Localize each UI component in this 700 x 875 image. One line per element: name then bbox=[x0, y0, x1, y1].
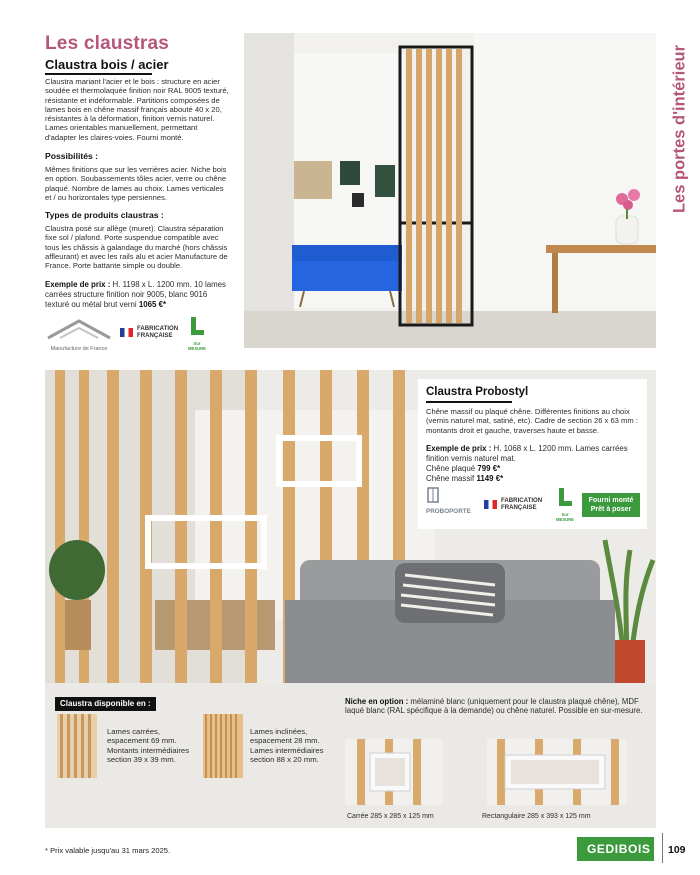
niche-text: mélaminé blanc (uniquement pour le claustra plaqué chêne), MDF laqué blanc (RAL spécifique à la demande) ou chêne naturel. Possible en sur-mesure. bbox=[345, 697, 643, 716]
sur-mesure-logo-1 bbox=[187, 316, 207, 349]
product1-price-label: Exemple de prix : bbox=[45, 280, 111, 289]
product2-description: Chêne massif ou plaqué chêne. Différentes finitions au choix (vernis naturel mat, satiné, etc). Cadre de section 26 x 63 mm : montants droit et gauche, traverses haute et basse. bbox=[426, 407, 638, 435]
sur-mesure-text: Sur MESURE bbox=[188, 341, 206, 351]
product2-price-line2-label: Chêne massif bbox=[426, 474, 475, 483]
product1-description: Claustra mariant l'acier et le bois : structure en acier soudée et thermolaquée finition noir RAL 9005 texturé, résistante et indéformable. Partitions composées de lames bois en chêne massif français abouté 40 x 20, résistantes à la déformation, finition vernis naturel. Lames orientables manuellement, permettant d'adapter les claires-voies. Fourni monté. bbox=[45, 77, 229, 142]
lames-inclinees-swatch bbox=[203, 714, 243, 778]
lames-inclinees-pattern bbox=[203, 714, 243, 778]
fabrication-text bbox=[137, 326, 178, 339]
niche-option bbox=[345, 697, 650, 716]
sur-mesure-text: Sur MESURE bbox=[556, 512, 574, 522]
lames-carrees-swatch bbox=[57, 714, 97, 778]
proboporte-logo bbox=[426, 487, 482, 519]
niche-carree-illustration bbox=[345, 739, 443, 805]
product1-price bbox=[45, 280, 230, 310]
fabrication-francaise-logo-2 bbox=[484, 498, 542, 511]
product2-price-text: H. 1068 x L. 1200 mm. Lames carrées finition vernis naturel mat. bbox=[426, 444, 628, 463]
lames-carrees-pattern bbox=[57, 714, 97, 778]
possibilities-heading: Possibilités : bbox=[45, 151, 99, 161]
niche-caption2: Rectangulaire 285 x 393 x 125 mm bbox=[482, 813, 591, 820]
sur-mesure-l-icon bbox=[557, 487, 573, 507]
product1-title-underline bbox=[45, 73, 152, 75]
types-text: Claustra posé sur allège (muret). Claustra séparation fixe sol / plafond. Porte suspendue compatible avec tous les châssis à galandage du marché (hors châssis affleurant) et avec les rails alu et acier Manufacture de France. Porte battante simple ou double. bbox=[45, 224, 228, 271]
product2-price-line2-value: 1149 €* bbox=[476, 474, 504, 483]
niche-carree-image bbox=[345, 739, 443, 805]
manufacture-roof-icon bbox=[44, 318, 114, 340]
gedibois-logo: GEDIBOIS bbox=[577, 837, 654, 861]
niche-rectangulaire-illustration bbox=[487, 739, 627, 805]
product2-price-line1-value: 799 €* bbox=[477, 464, 501, 473]
availability-option2: Lames inclinées, espacement 28 mm. Lames intermédiaires section 88 x 20 mm. bbox=[250, 727, 324, 764]
manufacture-logo-text: Manufacture de France bbox=[50, 346, 108, 352]
fabrication-line1: FABRICATION bbox=[137, 325, 179, 332]
fabrication-text bbox=[501, 498, 542, 511]
side-title: Les portes d'intérieur bbox=[670, 44, 689, 213]
fabrication-line2: FRANÇAISE bbox=[137, 331, 173, 339]
photo1-illustration bbox=[244, 33, 656, 348]
footnote: * Prix valable jusqu'au 31 mars 2025. bbox=[45, 846, 171, 855]
fabrication-francaise-logo-1 bbox=[120, 326, 178, 339]
product1-price-text: H. 1198 x L. 1200 mm. 10 lames carrées structure finition noir 9005, blanc 9016 texturé ou métal brut verni bbox=[45, 280, 226, 309]
section-title: Les claustras bbox=[45, 33, 170, 54]
product2-price-label: Exemple de prix : bbox=[426, 444, 492, 453]
product1-price-value: 1065 €* bbox=[138, 300, 167, 309]
page-number: 109 bbox=[668, 844, 686, 856]
product2-price bbox=[426, 444, 640, 484]
probostyl-info-card bbox=[418, 379, 647, 529]
possibilities-text: Mêmes finitions que sur les verrières acier. Niche bois en option. Soubassements tôles acier, verre ou chêne plaqué. Nombre de lames au choix. Lames verticales et / ou horizontales type persiennes. bbox=[45, 165, 227, 202]
french-flag-icon bbox=[120, 328, 133, 337]
photo-claustra-bois-acier bbox=[244, 33, 656, 348]
manufacture-de-france-logo bbox=[44, 318, 114, 350]
product1-title: Claustra bois / acier bbox=[45, 57, 169, 72]
availability-label: Claustra disponible en : bbox=[55, 697, 156, 711]
side-title-container bbox=[668, 26, 692, 231]
niche-label: Niche en option : bbox=[345, 697, 409, 706]
availability-option1: Lames carrées, espacement 69 mm. Montants intermédiaires section 39 x 39 mm. bbox=[107, 727, 190, 764]
fabrication-line1: FABRICATION bbox=[501, 497, 543, 504]
page-number-separator bbox=[662, 833, 663, 863]
product2-price-line1-label: Chêne plaqué bbox=[426, 464, 476, 473]
niche-caption1: Carrée 285 x 285 x 125 mm bbox=[347, 813, 434, 820]
sur-mesure-logo-2 bbox=[555, 487, 575, 520]
fourni-monte-badge: Fourni monté Prêt à poser bbox=[582, 493, 640, 517]
product2-title: Claustra Probostyl bbox=[426, 386, 529, 398]
proboporte-text: PROBOPORTE bbox=[426, 508, 471, 515]
niche-rectangulaire-image bbox=[487, 739, 627, 805]
types-heading: Types de produits claustras : bbox=[45, 210, 164, 220]
proboporte-door-icon bbox=[426, 487, 440, 503]
product2-title-underline bbox=[426, 401, 512, 403]
fabrication-line2: FRANÇAISE bbox=[501, 503, 537, 511]
sur-mesure-l-icon bbox=[189, 316, 205, 336]
french-flag-icon bbox=[484, 500, 497, 509]
